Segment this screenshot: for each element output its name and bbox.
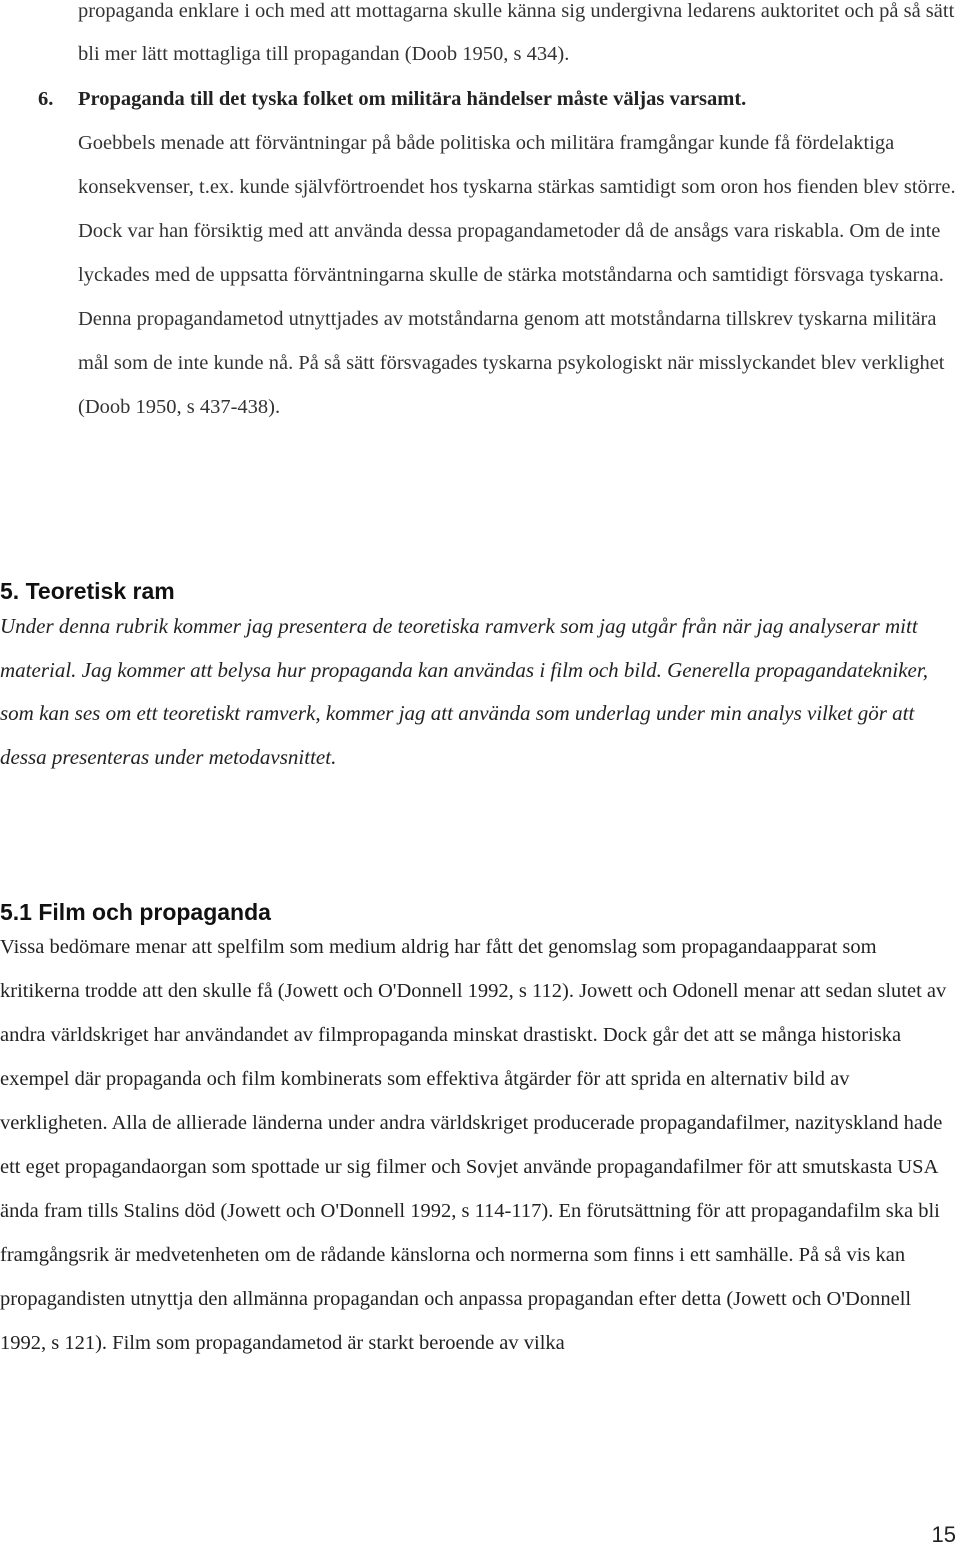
page-number: 15	[931, 1522, 956, 1547]
section-5-paragraph: Under denna rubrik kommer jag presentera de teoretiska ramverk som jag utgår från när jag analyserar mitt material. Jag kommer att belysa hur propaganda kan användas i film och bild. Generella propagandatekniker, som kan ses om ett teoretiskt ramverk, kommer jag att använda som underlag under min analys vilket gör att dessa presenteras under metodavsnittet.	[0, 614, 928, 769]
section-5-1-paragraph: Vissa bedömare menar att spelfilm som medium aldrig har fått det genomslag som propagandaapparat som kritikerna trodde att den skulle få (Jowett och O'Donnell 1992, s 112). Jowett och Odonell menar att sedan slutet av andra världskriget har användandet av filmpropaganda minskat drastiskt. Dock går det att se många historiska exempel där propaganda och film kombinerats som effektiva åtgärder för att sprida en alternativ bild av verkligheten. Alla de allierade länderna under andra världskriget producerade propagandafilmer, nazityskland hade ett eget propagandaorgan som spottade ur sig filmer och Sovjet använde propagandafilmer för att smutskasta USA ända fram tills Stalins död (Jowett och O'Donnell 1992, s 114-117). En förutsättning för att propagandafilm ska bli framgångsrik är medvetenheten om de rådande känslorna och normerna som finns i ett samhälle. På så vis kan propagandisten utnyttja den allmänna propagandan och anpassa propagandan efter detta (Jowett och O'Donnell 1992, s 121). Film som propagandametod är starkt beroende av vilka	[0, 936, 947, 1354]
list-item-6-heading	[38, 77, 958, 121]
section-heading-film-och-propaganda: 5.1 Film och propaganda	[0, 899, 271, 925]
continuation-paragraph: propaganda enklare i och med att mottagarna skulle känna sig undergivna ledarens auktoritet och på så sätt bli mer lätt mottagliga till propagandan (Doob 1950, s 434).	[78, 0, 955, 65]
list-item-6-body: Goebbels menade att förväntningar på både politiska och militära framgångar kunde få fördelaktiga konsekvenser, t.ex. kunde självförtroendet hos tyskarna stärkas samtidigt som oron hos fienden blev större. Dock var han försiktig med att använda dessa propagandametoder då de ansågs vara riskabla. Om de inte lyckades med de uppsatta förväntningarna skulle de stärka motståndarna och samtidigt försvaga tyskarna. Denna propagandametod utnyttjades av motståndarna genom att motståndarna tillskrev tyskarna militära mål som de inte kunde nå. På så sätt försvagades tyskarna psykologiskt när misslyckandet blev verklighet (Doob 1950, s 437-438).	[78, 132, 956, 418]
list-number: 6.	[38, 88, 54, 110]
list-item-lead: Propaganda till det tyska folket om militära händelser måste väljas varsamt.	[78, 88, 747, 110]
section-heading-teoretisk-ram: 5. Teoretisk ram	[0, 578, 175, 604]
